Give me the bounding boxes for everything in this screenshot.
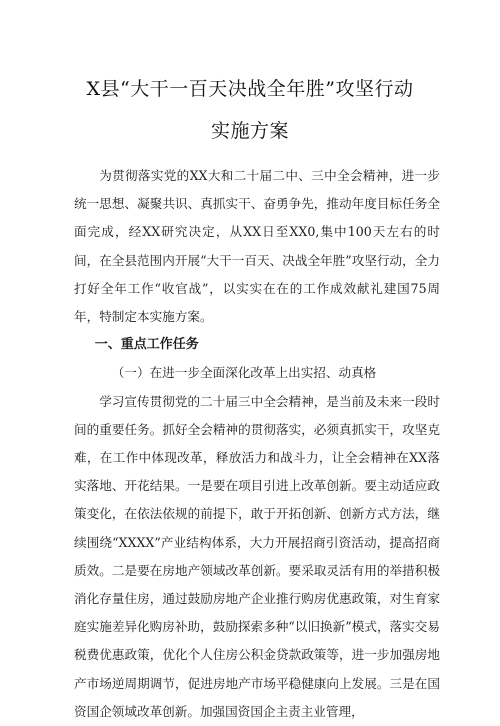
intro-paragraph: 为贯彻落实党的XX大和二十届二中、三中全会精神，进一步统一思想、凝聚共识、真抓实干、奋勇争先，推动年度目标任务全面完成，经XX研究决定，从XX日至XX0,集中100天左右的时间，在全县范围内开展“大干一百天、决战全年胜”攻坚行动，全力打好全年工作“收官战”，以实实在在的工作成效献礼建国75周年，特制定本实施方案。 (74, 168, 440, 325)
document-body (74, 162, 440, 726)
subsection-heading: （一）在进一步全面深化改革上出实招、动真格 (111, 365, 377, 381)
document-title-line-1: X县“大干一百天决战全年胜”攻坚行动 (86, 78, 414, 100)
body-paragraph: 学习宣传贯彻党的二十届三中全会精神，是当前及未来一段时间的重要任务。抓好全会精神的贯彻落实，必须真抓实干，攻坚克难，在工作中体现改革，释放活力和战斗力，让全会精神在XX落实落地、开花结果。一是要在项目引进上改革创新。要主动适应政策变化，在依法依规的前提下，敢于开拓创新、创新方式方法，继续围绕“XXXX”产业结构体系，大力开展招商引资活动，提高招商质效。二是要在房地产领域改革创新。要采取灵活有用的举措积极消化存量住房，通过鼓励房地产企业推行购房优惠政策，对生育家庭实施差异化购房补助，鼓励探索多种“以旧换新”模式，落实交易税费优惠政策，优化个人住房公积金贷款政策等，进一步加强房地产市场逆周期调节，促进房地产市场平稳健康向上发展。三是在国资国企领域改革创新。加强国资国企主责主业管理， (74, 393, 440, 719)
section-heading: 一、重点工作任务 (94, 337, 199, 353)
document-title-line-2: 实施方案 (210, 120, 289, 142)
